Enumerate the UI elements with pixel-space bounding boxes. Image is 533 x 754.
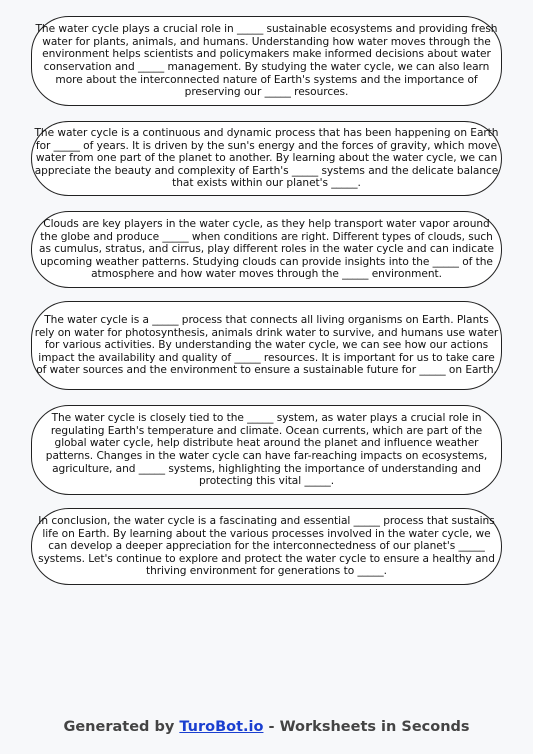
paragraph-box-4 [31, 301, 502, 390]
paragraph-box-5 [31, 405, 502, 495]
paragraph-box-1 [31, 16, 502, 106]
paragraph-text-1: The water cycle plays a crucial role in _____ sustainable ecosystems and providing fresh water for plants, animals, and humans. Understanding how water moves through the environment helps scientists and policymakers make informed decisions about water conservation and _____ management. By studying the water cycle, we can also learn more about the interconnected nature of Earth's systems and the importance of preserving our _____ resources. [35, 23, 498, 99]
paragraph-text-5: The water cycle is closely tied to the _____ system, as water plays a crucial role in regulating Earth's temperature and climate. Ocean currents, which are part of the global water cycle, help distribute heat around the planet and influence weather patterns. Changes in the water cycle can have far-reaching impacts on ecosystems, agriculture, and _____ systems, highlighting the importance of understanding and protecting this vital _____. [45, 412, 488, 488]
paragraph-box-3 [31, 211, 502, 288]
footer-prefix: Generated by [63, 719, 180, 735]
paragraph-text-2: The water cycle is a continuous and dynamic process that has been happening on Earth for _____ of years. It is driven by the sun's energy and the forces of gravity, which move water from one part of the planet to another. By learning about the water cycle, we can appreciate the beauty and complexity of Earth's _____ systems and the delicate balance that exists within our planet's _____. [34, 127, 499, 190]
paragraph-text-3: Clouds are key players in the water cycle, as they help transport water vapor around the globe and produce _____ when conditions are right. Different types of clouds, such as cumulus, stratus, and cirrus, play different roles in the water cycle and can indicate upcoming weather patterns. Studying clouds can provide insights into the _____ of the atmosphere and how water moves through the _____ environment. [39, 218, 494, 281]
paragraph-box-6 [31, 508, 502, 585]
turobot-link[interactable]: TuroBot.io [179, 719, 264, 735]
footer-suffix: - Worksheets in Seconds [263, 719, 470, 735]
paragraph-text-4: The water cycle is a _____ process that connects all living organisms on Earth. Plants rely on water for photosynthesis, animals drink water to survive, and humans use water for various activities. By understanding the water cycle, we can see how our actions impact the availability and quality of _____ resources. It is important for us to take care of water sources and the environment to ensure a sustainable future for _____ on Earth. [34, 314, 499, 377]
footer [0, 719, 533, 735]
paragraph-box-2 [31, 121, 502, 196]
paragraph-text-6: In conclusion, the water cycle is a fascinating and essential _____ process that sustains life on Earth. By learning about the various processes involved in the water cycle, we can develop a deeper appreciation for the interconnectedness of our planet's _____ systems. Let's continue to explore and protect the water cycle to ensure a healthy and thriving environment for generations to _____. [38, 515, 495, 578]
